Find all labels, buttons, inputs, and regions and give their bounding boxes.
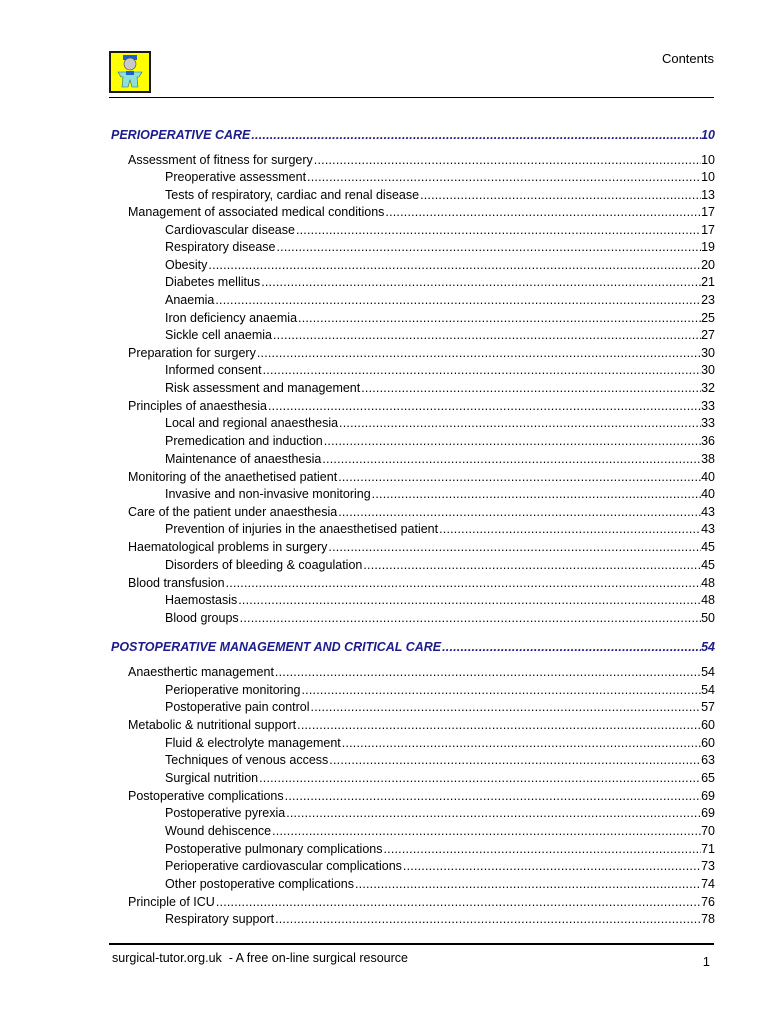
toc-entry[interactable]: Wound dehiscence ..... 70	[165, 824, 715, 839]
toc-entry[interactable]: Techniques of venous access ..... 63	[165, 753, 715, 768]
toc-entry[interactable]: Premedication and induction ..... 36	[165, 434, 715, 449]
toc-chapter-perioperative[interactable]: PERIOPERATIVE CARE ..... 10	[111, 128, 715, 143]
toc-entry[interactable]: Respiratory support ..... 78	[165, 912, 715, 927]
toc-entry[interactable]: Cardiovascular disease ..... 17	[165, 223, 715, 238]
toc-entry[interactable]: Blood groups ..... 50	[165, 611, 715, 626]
header-title: Contents	[661, 51, 714, 66]
toc-entry[interactable]: Obesity ..... 20	[165, 258, 715, 273]
toc-entry[interactable]: Local and regional anaesthesia ..... 33	[165, 416, 715, 431]
toc-entry[interactable]: Metabolic & nutritional support ..... 60	[128, 718, 715, 733]
header-divider	[109, 97, 714, 98]
toc-chapter-postoperative[interactable]: POSTOPERATIVE MANAGEMENT AND CRITICAL CARE ..... 54	[111, 640, 715, 655]
toc-entry[interactable]: Assessment of fitness for surgery ..... 10	[128, 153, 715, 168]
toc-entry[interactable]: Haemostasis ..... 48	[165, 593, 715, 608]
toc-entry[interactable]: Principle of ICU ..... 76	[128, 895, 715, 910]
toc-entry[interactable]: Maintenance of anaesthesia ..... 38	[165, 452, 715, 467]
toc-entry[interactable]: Anaemia ..... 23	[165, 293, 715, 308]
toc-entry[interactable]: Haematological problems in surgery ..... 45	[128, 540, 715, 555]
toc-entry[interactable]: Other postoperative complications ..... 74	[165, 877, 715, 892]
toc-entry[interactable]: Anaesthertic management ..... 54	[128, 665, 715, 680]
toc-entry[interactable]: Care of the patient under anaesthesia ..... 43	[128, 505, 715, 520]
toc-entry[interactable]: Sickle cell anaemia ..... 27	[165, 328, 715, 343]
toc-entry[interactable]: Diabetes mellitus ..... 21	[165, 275, 715, 290]
toc-entry[interactable]: Iron deficiency anaemia ..... 25	[165, 311, 715, 326]
toc-entry[interactable]: Principles of anaesthesia ..... 33	[128, 399, 715, 414]
toc-entry[interactable]: Tests of respiratory, cardiac and renal disease ..... 13	[165, 188, 715, 203]
toc-entry[interactable]: Informed consent ..... 30	[165, 363, 715, 378]
toc-entry[interactable]: Monitoring of the anaethetised patient ..... 40	[128, 470, 715, 485]
toc-entry[interactable]: Postoperative pyrexia ..... 69	[165, 806, 715, 821]
page-number: 1	[702, 954, 710, 969]
toc-entry[interactable]: Invasive and non-invasive monitoring ..... 40	[165, 487, 715, 502]
footer-divider	[109, 943, 714, 945]
toc-entry[interactable]: Preoperative assessment ..... 10	[165, 170, 715, 185]
toc-entry[interactable]: Prevention of injuries in the anaesthetised patient ..... 43	[165, 522, 715, 537]
footer-text: surgical-tutor.org.uk - A free on-line surgical resource	[112, 951, 408, 965]
toc-entry[interactable]: Surgical nutrition ..... 65	[165, 771, 715, 786]
toc-entry[interactable]: Perioperative monitoring ..... 54	[165, 683, 715, 698]
toc-entry[interactable]: Postoperative pulmonary complications ..... 71	[165, 842, 715, 857]
surgical-tutor-logo	[109, 51, 151, 93]
toc-entry[interactable]: Fluid & electrolyte management ..... 60	[165, 736, 715, 751]
toc-entry[interactable]: Postoperative complications ..... 69	[128, 789, 715, 804]
toc-entry[interactable]: Respiratory disease ..... 19	[165, 240, 715, 255]
toc-entry[interactable]: Disorders of bleeding & coagulation ..... 45	[165, 558, 715, 573]
toc-entry[interactable]: Risk assessment and management ..... 32	[165, 381, 715, 396]
toc-entry[interactable]: Management of associated medical conditions ..... 17	[128, 205, 715, 220]
toc-entry[interactable]: Postoperative pain control ..... 57	[165, 700, 715, 715]
toc-entry[interactable]: Preparation for surgery ..... 30	[128, 346, 715, 361]
toc-entry[interactable]: Perioperative cardiovascular complications ..... 73	[165, 859, 715, 874]
toc-entry[interactable]: Blood transfusion ..... 48	[128, 576, 715, 591]
